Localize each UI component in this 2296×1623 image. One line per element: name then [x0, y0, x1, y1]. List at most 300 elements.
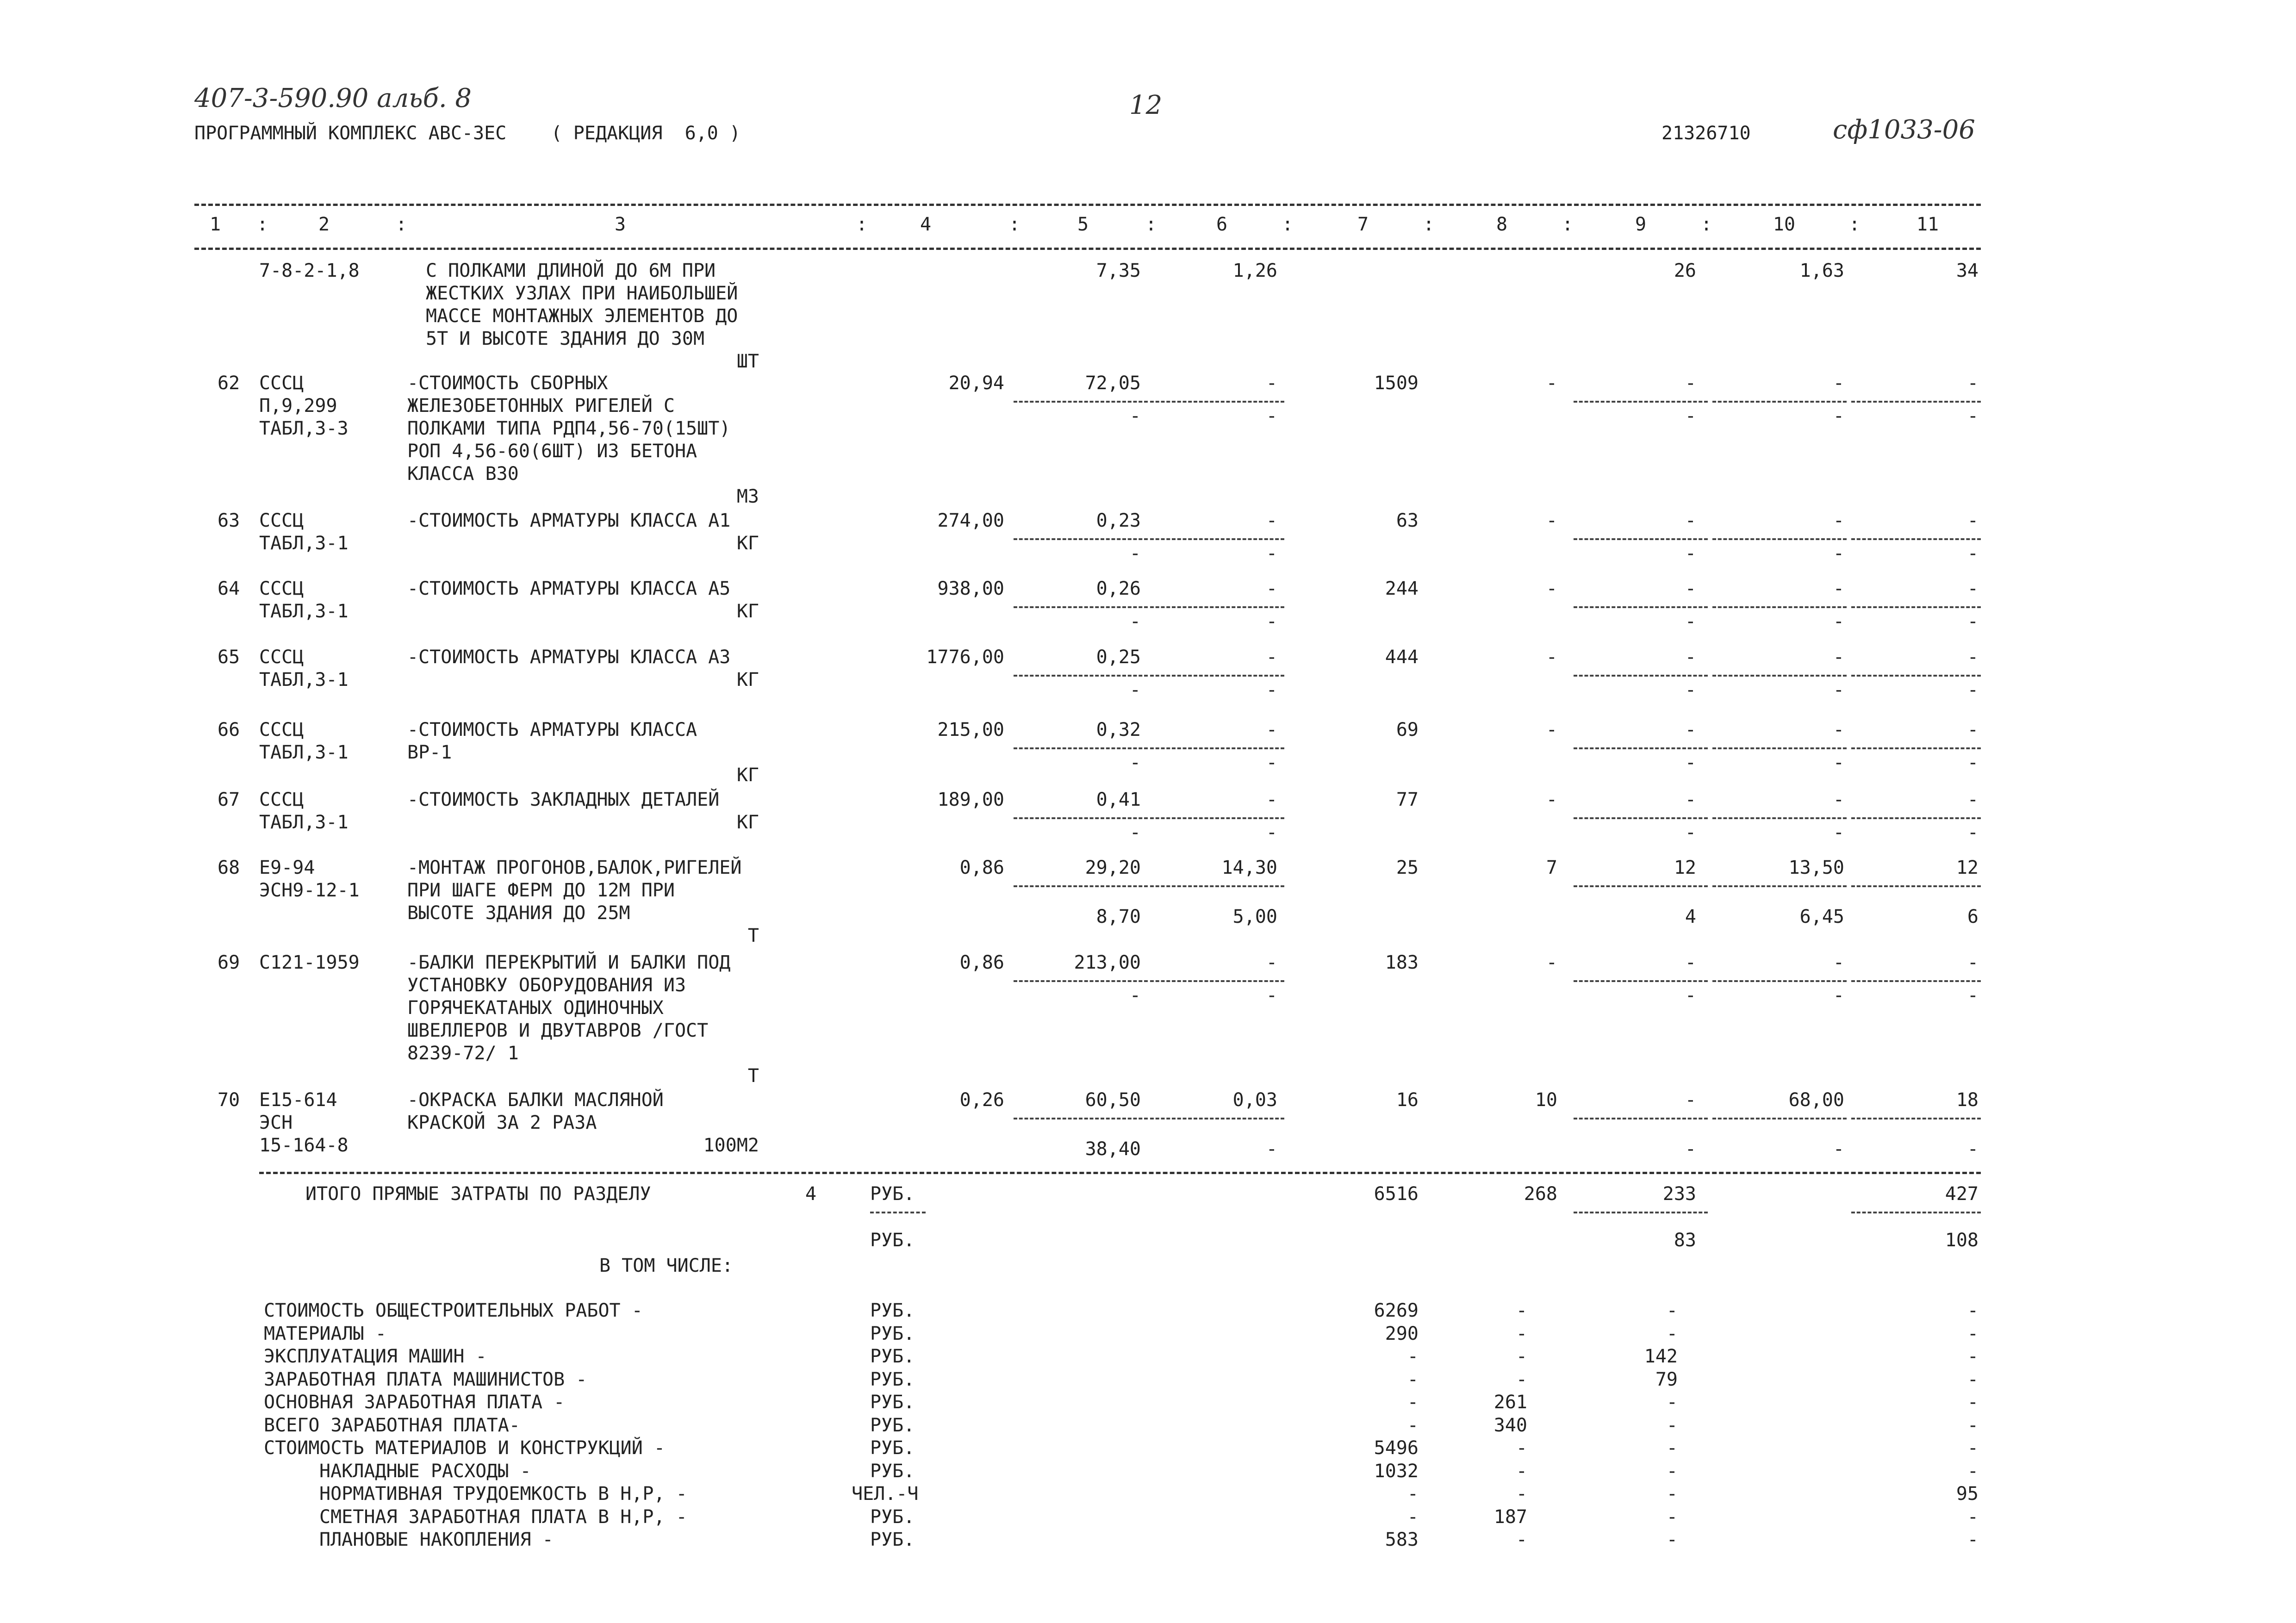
item-description-line: ЖЕЛЕЗОБЕТОННЫХ РИГЕЛЕЙ С: [407, 395, 675, 417]
cell-c9: -: [1685, 578, 1696, 599]
cell-b11: -: [1967, 1138, 1979, 1160]
cell-divider: [1150, 401, 1284, 403]
item-code: ТАБЛ,3-1: [259, 812, 348, 833]
breakdown-c7: 1032: [1374, 1460, 1419, 1482]
cell-c7: 183: [1385, 952, 1419, 973]
cell-divider: [1014, 980, 1148, 982]
item-number: 62: [218, 373, 240, 394]
cell-c11: 18: [1956, 1089, 1979, 1111]
cell-c7: 63: [1396, 510, 1419, 531]
cell-c6: -: [1266, 373, 1277, 394]
column-separator: :: [1009, 214, 1020, 235]
column-number-5: 5: [1077, 214, 1089, 235]
cell-b6: -: [1266, 1138, 1277, 1160]
column-separator: :: [1701, 214, 1712, 235]
cell-c8: -: [1546, 719, 1557, 740]
breakdown-c11: -: [1967, 1368, 1979, 1390]
cell-c4: 0,26: [959, 1089, 1004, 1111]
item-code: Е15-614: [259, 1089, 337, 1111]
cell-c8: -: [1546, 952, 1557, 973]
cell-divider: [1014, 675, 1148, 677]
column-separator: :: [1849, 214, 1860, 235]
cell-divider: [1014, 538, 1148, 540]
breakdown-c8: -: [1516, 1483, 1527, 1505]
column-separator: :: [1282, 214, 1294, 235]
total-c7: 6516: [1374, 1183, 1419, 1205]
breakdown-label: МАТЕРИАЛЫ -: [264, 1323, 386, 1344]
cell-c6: -: [1266, 789, 1277, 810]
breakdown-unit: РУБ.: [870, 1392, 915, 1413]
cell-c10: -: [1833, 510, 1844, 531]
cell-divider: [1150, 1118, 1284, 1119]
cell-c4: 1776,00: [926, 647, 1004, 668]
cell-c5: 29,20: [1085, 857, 1141, 878]
totals-divider: [1851, 1212, 1981, 1213]
including-label: В ТОМ ЧИСЛЕ:: [599, 1255, 733, 1276]
cell-b6: -: [1266, 611, 1277, 632]
cell-b10: 6,45: [1799, 906, 1844, 927]
breakdown-c7: -: [1407, 1368, 1419, 1390]
cell-b11: -: [1967, 822, 1979, 843]
breakdown-c7: 290: [1385, 1323, 1419, 1344]
column-number-6: 6: [1216, 214, 1228, 235]
totals-rule: [259, 1172, 1981, 1174]
cell-b10: -: [1833, 985, 1844, 1006]
cell-b10: -: [1833, 1138, 1844, 1160]
cell-c11: -: [1967, 510, 1979, 531]
cell-b11: -: [1967, 543, 1979, 564]
breakdown-label: ПЛАНОВЫЕ НАКОПЛЕНИЯ -: [319, 1529, 554, 1550]
breakdown-unit: РУБ.: [870, 1460, 915, 1482]
cell-b11: -: [1967, 405, 1979, 427]
cell-divider: [1712, 538, 1847, 540]
column-number-11: 11: [1916, 214, 1939, 235]
item-code: СССЦ: [259, 510, 304, 531]
cell-c5: 213,00: [1074, 952, 1141, 973]
column-separator: :: [1423, 214, 1435, 235]
cell-divider: [1150, 606, 1284, 608]
item-unit: Т: [747, 1065, 759, 1087]
cell-c7: 25: [1396, 857, 1419, 878]
item-code: 15-164-8: [259, 1135, 348, 1156]
cell-c8: -: [1546, 373, 1557, 394]
cell-c10: -: [1833, 578, 1844, 599]
item-description-line: ГОРЯЧЕКАТАНЫХ ОДИНОЧНЫХ: [407, 997, 664, 1019]
cell-b11: 6: [1967, 906, 1979, 927]
breakdown-c11: -: [1967, 1437, 1979, 1459]
cell-c9: 26: [1674, 260, 1696, 281]
totals-divider: [1574, 1212, 1708, 1213]
cell-c10: -: [1833, 789, 1844, 810]
column-separator: :: [1145, 214, 1157, 235]
column-separator: :: [257, 214, 268, 235]
cell-b10: -: [1833, 752, 1844, 773]
breakdown-label: СТОИМОСТЬ ОБЩЕСТРОИТЕЛЬНЫХ РАБОТ -: [264, 1300, 643, 1321]
cell-c7: 77: [1396, 789, 1419, 810]
cell-b9: -: [1685, 611, 1696, 632]
breakdown-unit: РУБ.: [870, 1529, 915, 1550]
cell-c9: -: [1685, 373, 1696, 394]
breakdown-c9: -: [1666, 1529, 1678, 1550]
cell-b9: 4: [1685, 906, 1696, 927]
cell-divider: [1851, 606, 1981, 608]
cell-c5: 7,35: [1096, 260, 1141, 281]
item-unit: КГ: [736, 533, 759, 554]
cell-c10: 1,63: [1799, 260, 1844, 281]
cell-c6: -: [1266, 952, 1277, 973]
cell-divider: [1150, 675, 1284, 677]
item-description-line: -СТОИМОСТЬ СБОРНЫХ: [407, 373, 608, 394]
cell-c6: -: [1266, 719, 1277, 740]
cell-c8: -: [1546, 510, 1557, 531]
cell-c5: 0,32: [1096, 719, 1141, 740]
cell-c8: 7: [1546, 857, 1557, 878]
cell-b5: -: [1129, 611, 1141, 632]
cell-b11: -: [1967, 752, 1979, 773]
column-number-2: 2: [318, 214, 330, 235]
cell-c11: -: [1967, 719, 1979, 740]
cell-c11: -: [1967, 789, 1979, 810]
item-description-line: ВЫСОТЕ ЗДАНИЯ ДО 25М: [407, 902, 630, 924]
item-description-line: -СТОИМОСТЬ АРМАТУРЫ КЛАССА А5: [407, 578, 731, 599]
item-code: ТАБЛ,3-1: [259, 742, 348, 763]
item-unit: ШТ: [736, 351, 759, 372]
cell-divider: [1574, 747, 1708, 749]
cell-c8: -: [1546, 647, 1557, 668]
breakdown-label: ОСНОВНАЯ ЗАРАБОТНАЯ ПЛАТА -: [264, 1392, 565, 1413]
document-number: 21326710: [1661, 123, 1751, 144]
cell-divider: [1851, 980, 1981, 982]
cell-c7: 444: [1385, 647, 1419, 668]
cell-c9: -: [1685, 510, 1696, 531]
item-description-line: С ПОЛКАМИ ДЛИНОЙ ДО 6М ПРИ: [426, 260, 716, 281]
cell-divider: [1851, 538, 1981, 540]
cell-c4: 274,00: [937, 510, 1004, 531]
item-description-line: ШВЕЛЛЕРОВ И ДВУТАВРОВ /ГОСТ: [407, 1020, 709, 1041]
cell-divider: [1712, 980, 1847, 982]
cell-b11: -: [1967, 985, 1979, 1006]
breakdown-c9: -: [1666, 1506, 1678, 1528]
item-code: Е9-94: [259, 857, 315, 878]
page-number: 12: [1129, 90, 1163, 120]
cell-divider: [1574, 675, 1708, 677]
column-number-9: 9: [1635, 214, 1647, 235]
item-description-line: -СТОИМОСТЬ АРМАТУРЫ КЛАССА А3: [407, 647, 731, 668]
cell-divider: [1712, 1118, 1847, 1119]
breakdown-c9: -: [1666, 1414, 1678, 1436]
item-code: СССЦ: [259, 578, 304, 599]
item-code: 7-8-2-1,8: [259, 260, 360, 281]
cell-divider: [1574, 606, 1708, 608]
cell-c6: -: [1266, 647, 1277, 668]
cell-divider: [1014, 1118, 1148, 1119]
breakdown-label: ВСЕГО ЗАРАБОТНАЯ ПЛАТА-: [264, 1414, 520, 1436]
item-description-line: 8239-72/ 1: [407, 1043, 519, 1064]
cell-b9: -: [1685, 543, 1696, 564]
breakdown-c8: -: [1516, 1529, 1527, 1550]
breakdown-c8: -: [1516, 1437, 1527, 1459]
item-unit: КГ: [736, 601, 759, 622]
cell-c9: -: [1685, 1089, 1696, 1111]
cell-divider: [1150, 538, 1284, 540]
cell-c10: -: [1833, 719, 1844, 740]
cell-c5: 0,41: [1096, 789, 1141, 810]
cell-c9: -: [1685, 647, 1696, 668]
breakdown-c9: 79: [1655, 1368, 1678, 1390]
cell-b5: -: [1129, 543, 1141, 564]
cell-divider: [1851, 675, 1981, 677]
cell-divider: [1014, 885, 1148, 887]
cell-divider: [1014, 817, 1148, 819]
item-unit: КГ: [736, 765, 759, 786]
totals-section-number: 4: [805, 1183, 817, 1205]
cell-c4: 0,86: [959, 857, 1004, 878]
breakdown-label: НОРМАТИВНАЯ ТРУДОЕМКОСТЬ В Н,Р, -: [319, 1483, 687, 1505]
item-unit: КГ: [736, 669, 759, 690]
item-description-line: ЖЕСТКИХ УЗЛАХ ПРИ НАИБОЛЬШЕЙ: [426, 283, 738, 304]
breakdown-c9: 142: [1644, 1346, 1678, 1367]
cell-c5: 72,05: [1085, 373, 1141, 394]
breakdown-c9: -: [1666, 1483, 1678, 1505]
cell-b10: -: [1833, 679, 1844, 701]
column-number-1: 1: [209, 214, 221, 235]
total-b11: 108: [1945, 1230, 1979, 1251]
cell-b5: 8,70: [1096, 906, 1141, 927]
cell-b6: -: [1266, 679, 1277, 701]
cell-divider: [1574, 817, 1708, 819]
cell-b9: -: [1685, 1138, 1696, 1160]
cell-b11: -: [1967, 611, 1979, 632]
breakdown-c9: -: [1666, 1392, 1678, 1413]
item-number: 64: [218, 578, 240, 599]
breakdown-label: СМЕТНАЯ ЗАРАБОТНАЯ ПЛАТА В Н,Р, -: [319, 1506, 687, 1528]
breakdown-c11: -: [1967, 1323, 1979, 1344]
breakdown-c8: -: [1516, 1300, 1527, 1321]
cell-c4: 215,00: [937, 719, 1004, 740]
cell-b11: -: [1967, 679, 1979, 701]
breakdown-label: ЭКСПЛУАТАЦИЯ МАШИН -: [264, 1346, 487, 1367]
cell-c10: -: [1833, 373, 1844, 394]
cell-c10: 68,00: [1788, 1089, 1844, 1111]
cell-c6: 1,26: [1232, 260, 1277, 281]
item-code: СССЦ: [259, 789, 304, 810]
breakdown-c7: -: [1407, 1392, 1419, 1413]
cell-c11: -: [1967, 373, 1979, 394]
breakdown-c11: 95: [1956, 1483, 1979, 1505]
breakdown-unit: РУБ.: [870, 1437, 915, 1459]
breakdown-c7: 583: [1385, 1529, 1419, 1550]
breakdown-c11: -: [1967, 1300, 1979, 1321]
handwritten-stamp: сф1033-06: [1833, 115, 1975, 145]
cell-c4: 20,94: [948, 373, 1004, 394]
cell-b5: -: [1129, 405, 1141, 427]
item-description-line: -СТОИМОСТЬ АРМАТУРЫ КЛАССА А1: [407, 510, 731, 531]
item-code: ТАБЛ,3-1: [259, 533, 348, 554]
cell-c4: 189,00: [937, 789, 1004, 810]
cell-b9: -: [1685, 752, 1696, 773]
item-code: ЭСН9-12-1: [259, 880, 360, 901]
cell-divider: [1574, 980, 1708, 982]
breakdown-unit: РУБ.: [870, 1346, 915, 1367]
cell-b5: 38,40: [1085, 1138, 1141, 1160]
cell-divider: [1014, 401, 1148, 403]
item-unit: Т: [747, 925, 759, 946]
column-separator: :: [396, 214, 407, 235]
item-number: 63: [218, 510, 240, 531]
header-bottom-rule: [194, 248, 1981, 250]
item-number: 70: [218, 1089, 240, 1111]
cell-c10: -: [1833, 952, 1844, 973]
cell-c7: 69: [1396, 719, 1419, 740]
breakdown-c7: 6269: [1374, 1300, 1419, 1321]
item-description-line: -СТОИМОСТЬ АРМАТУРЫ КЛАССА: [407, 719, 697, 740]
cell-b5: -: [1129, 985, 1141, 1006]
cell-c11: -: [1967, 647, 1979, 668]
cell-c7: 1509: [1374, 373, 1419, 394]
item-unit: 100М2: [703, 1135, 759, 1156]
breakdown-c9: -: [1666, 1323, 1678, 1344]
item-number: 68: [218, 857, 240, 878]
breakdown-c11: -: [1967, 1529, 1979, 1550]
item-number: 69: [218, 952, 240, 973]
item-number: 65: [218, 647, 240, 668]
cell-b10: -: [1833, 822, 1844, 843]
breakdown-c7: -: [1407, 1506, 1419, 1528]
breakdown-c11: -: [1967, 1414, 1979, 1436]
header-top-rule: [194, 204, 1981, 206]
breakdown-c11: -: [1967, 1506, 1979, 1528]
cell-c6: 14,30: [1221, 857, 1277, 878]
breakdown-c11: -: [1967, 1392, 1979, 1413]
cell-c6: 0,03: [1232, 1089, 1277, 1111]
item-code: С121-1959: [259, 952, 360, 973]
breakdown-c8: -: [1516, 1323, 1527, 1344]
cell-divider: [1851, 817, 1981, 819]
cell-c5: 0,26: [1096, 578, 1141, 599]
breakdown-c11: -: [1967, 1460, 1979, 1482]
item-code: ТАБЛ,3-1: [259, 601, 348, 622]
total-b9: 83: [1674, 1230, 1696, 1251]
cell-b10: -: [1833, 405, 1844, 427]
item-description-line: РОП 4,56-60(6ШТ) ИЗ БЕТОНА: [407, 441, 697, 462]
cell-divider: [1712, 675, 1847, 677]
cell-c9: -: [1685, 789, 1696, 810]
breakdown-c8: 340: [1493, 1414, 1527, 1436]
cell-c11: -: [1967, 952, 1979, 973]
column-number-8: 8: [1496, 214, 1508, 235]
column-number-10: 10: [1773, 214, 1796, 235]
breakdown-unit: РУБ.: [870, 1368, 915, 1390]
item-description-line: МАССЕ МОНТАЖНЫХ ЭЛЕМЕНТОВ ДО: [426, 305, 738, 327]
cell-divider: [1150, 980, 1284, 982]
cell-c4: 0,86: [959, 952, 1004, 973]
cell-divider: [1712, 817, 1847, 819]
totals-unit: РУБ.: [870, 1230, 915, 1251]
cell-c10: 13,50: [1788, 857, 1844, 878]
cell-divider: [1712, 401, 1847, 403]
breakdown-c7: -: [1407, 1483, 1419, 1505]
column-number-7: 7: [1357, 214, 1369, 235]
cell-divider: [1712, 885, 1847, 887]
cell-b5: -: [1129, 679, 1141, 701]
cell-divider: [1574, 538, 1708, 540]
cell-divider: [1712, 606, 1847, 608]
cell-b10: -: [1833, 543, 1844, 564]
cell-b9: -: [1685, 822, 1696, 843]
breakdown-c9: -: [1666, 1300, 1678, 1321]
cell-divider: [1150, 747, 1284, 749]
totals-unit: РУБ.: [870, 1183, 915, 1205]
cell-divider: [1851, 401, 1981, 403]
item-description-line: -ОКРАСКА БАЛКИ МАСЛЯНОЙ: [407, 1089, 664, 1111]
breakdown-c11: -: [1967, 1346, 1979, 1367]
item-description-line: ВР-1: [407, 742, 452, 763]
cell-c11: 34: [1956, 260, 1979, 281]
item-description-line: ПОЛКАМИ ТИПА РДП4,56-70(15ШТ): [407, 418, 731, 439]
item-code: ЭСН: [259, 1112, 293, 1133]
cell-c8: -: [1546, 789, 1557, 810]
breakdown-c8: -: [1516, 1368, 1527, 1390]
breakdown-label: НАКЛАДНЫЕ РАСХОДЫ -: [319, 1460, 531, 1482]
cell-divider: [1851, 1118, 1981, 1119]
breakdown-unit: РУБ.: [870, 1300, 915, 1321]
breakdown-unit: РУБ.: [870, 1323, 915, 1344]
cell-c8: 10: [1535, 1089, 1557, 1111]
breakdown-c8: 261: [1493, 1392, 1527, 1413]
column-separator: :: [1562, 214, 1574, 235]
cell-divider: [1574, 401, 1708, 403]
cell-c9: -: [1685, 952, 1696, 973]
cell-b6: 5,00: [1232, 906, 1277, 927]
cell-c9: 12: [1674, 857, 1696, 878]
item-description-line: -БАЛКИ ПЕРЕКРЫТИЙ И БАЛКИ ПОД: [407, 952, 731, 973]
cell-divider: [1851, 885, 1981, 887]
breakdown-label: СТОИМОСТЬ МАТЕРИАЛОВ И КОНСТРУКЦИЙ -: [264, 1437, 665, 1459]
breakdown-c7: 5496: [1374, 1437, 1419, 1459]
column-number-3: 3: [614, 214, 626, 235]
cell-divider: [1712, 747, 1847, 749]
program-title: ПРОГРАММНЫЙ КОМПЛЕКС АВС-3ЕС ( РЕДАКЦИЯ 6,0 ): [194, 123, 741, 144]
cell-b6: -: [1266, 543, 1277, 564]
cell-c5: 60,50: [1085, 1089, 1141, 1111]
cell-b9: -: [1685, 405, 1696, 427]
breakdown-c8: 187: [1493, 1506, 1527, 1528]
item-number: 66: [218, 719, 240, 740]
item-code: СССЦ: [259, 719, 304, 740]
cell-divider: [1574, 1118, 1708, 1119]
total-c8: 268: [1524, 1183, 1557, 1205]
breakdown-unit: РУБ.: [870, 1506, 915, 1528]
item-code: ТАБЛ,3-1: [259, 669, 348, 690]
cell-b10: -: [1833, 611, 1844, 632]
cell-b9: -: [1685, 679, 1696, 701]
item-description-line: КЛАССА В30: [407, 463, 519, 485]
item-unit: М3: [736, 486, 759, 507]
cell-c5: 0,25: [1096, 647, 1141, 668]
total-c11: 427: [1945, 1183, 1979, 1205]
breakdown-c8: -: [1516, 1460, 1527, 1482]
breakdown-c7: -: [1407, 1414, 1419, 1436]
cell-b6: -: [1266, 985, 1277, 1006]
item-description-line: -СТОИМОСТЬ ЗАКЛАДНЫХ ДЕТАЛЕЙ: [407, 789, 720, 810]
breakdown-c9: -: [1666, 1437, 1678, 1459]
cell-c6: -: [1266, 578, 1277, 599]
totals-divider: [870, 1212, 926, 1213]
cell-c9: -: [1685, 719, 1696, 740]
cell-b5: -: [1129, 752, 1141, 773]
cell-divider: [1851, 747, 1981, 749]
totals-label: ИТОГО ПРЯМЫЕ ЗАТРАТЫ ПО РАЗДЕЛУ: [305, 1183, 651, 1205]
